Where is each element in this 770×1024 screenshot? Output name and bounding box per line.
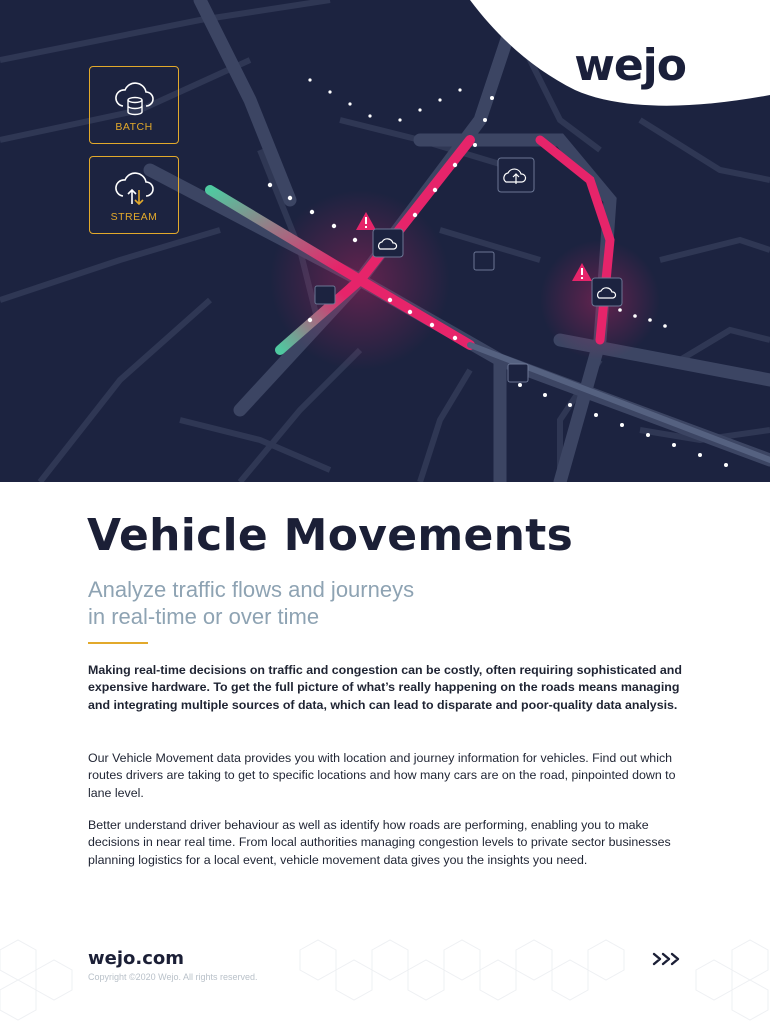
footer-url[interactable]: wejo.com bbox=[88, 948, 185, 969]
wejo-logo: wejo bbox=[574, 40, 686, 91]
subtitle-line: in real-time or over time bbox=[88, 604, 320, 629]
hero-map bbox=[0, 0, 770, 482]
cloud-transfer-icon bbox=[113, 166, 157, 210]
batch-label: BATCH bbox=[115, 121, 153, 133]
subtitle-line: Analyze traffic flows and journeys bbox=[88, 577, 415, 602]
intro-paragraph: Making real-time decisions on traffic and congestion can be costly, often requiring sophisticated and expensive hardware. To get the full picture of what’s really happening on the roads means managing and integrating multiple sources of data, which can lead to disparate and poor-quality data analysis. bbox=[88, 663, 682, 712]
stream-badge bbox=[89, 156, 179, 234]
body-paragraph-2: Better understand driver behaviour as well as identify how roads are performing, enabling you to make decisions in near real time. From local authorities managing congestion levels to private sector businesses planning logistics for a local event, vehicle movement data gives you the insights you need. bbox=[88, 818, 671, 867]
accent-divider bbox=[88, 642, 148, 644]
footer bbox=[0, 930, 770, 1024]
copyright-text: Copyright ©2020 Wejo. All rights reserved. bbox=[88, 972, 258, 982]
page-subtitle bbox=[88, 576, 608, 630]
page-title: Vehicle Movements bbox=[87, 510, 574, 561]
chevrons-right-icon bbox=[652, 952, 682, 966]
stream-label: STREAM bbox=[110, 211, 158, 223]
body-paragraph-1: Our Vehicle Movement data provides you with location and journey information for vehicles. Find out which routes drivers are taking to get to specific locations and how many cars are on the road, pinpointed down to lane level. bbox=[88, 751, 676, 800]
cloud-database-icon bbox=[113, 76, 157, 120]
batch-badge bbox=[89, 66, 179, 144]
